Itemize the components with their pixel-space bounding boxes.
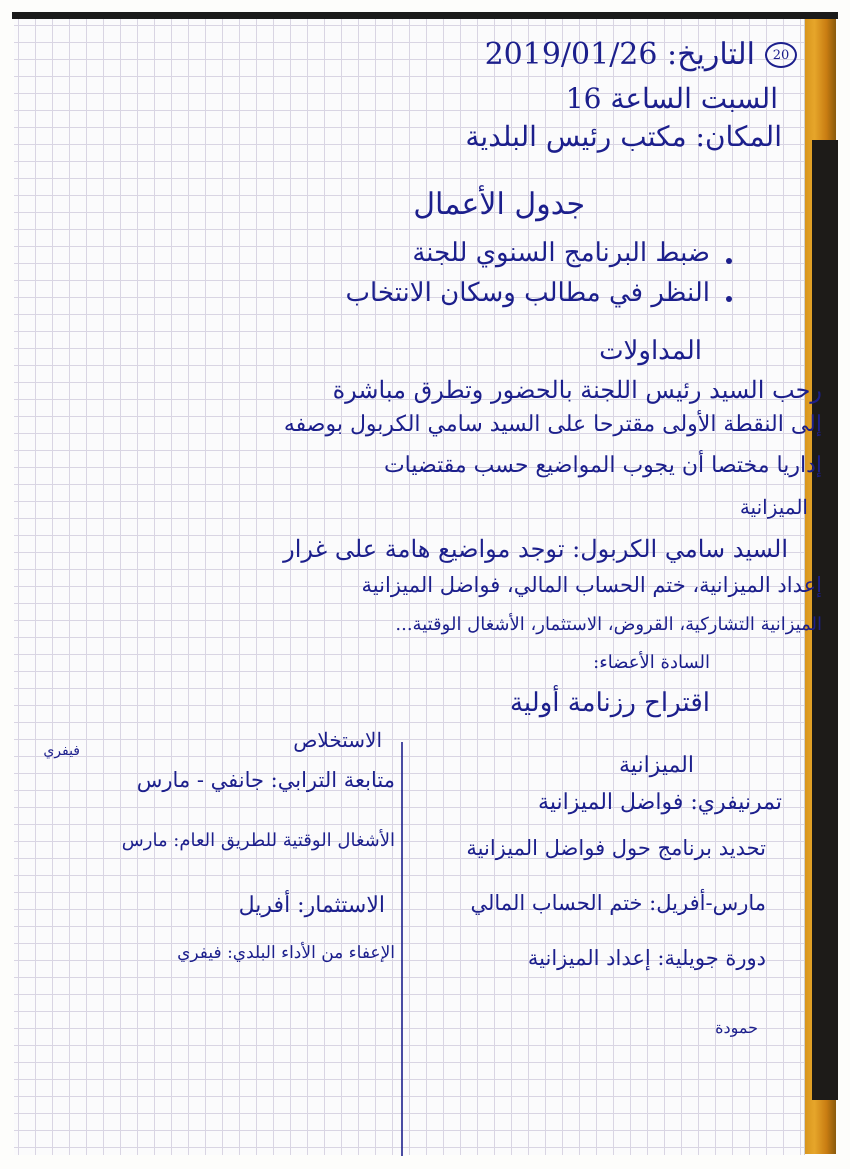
deliberation-line-5: السيد سامي الكربول: توجد مواضيع هامة على غرار <box>283 535 788 563</box>
deliberation-line-3: إداريا مختصا أن يجوب المواضيع حسب مقتضيات <box>383 453 822 478</box>
signature: حمودة <box>715 1018 758 1037</box>
agenda-item-1: ضبط البرنامج السنوي للجنة <box>412 238 710 268</box>
collection-line-1: متابعة الترابي: جانفي - مارس <box>136 768 395 792</box>
collection-title: الاستخلاص <box>293 728 382 752</box>
date-line: التاريخ: 2019/01/26 <box>484 37 755 72</box>
budget-line-3: مارس-أفريل: ختم الحساب المالي <box>470 891 766 915</box>
deliberation-line-7: الميزانية التشاركية، القروض، الاستثمار، الأشغال الوقتية... <box>395 614 822 635</box>
agenda-title: جدول الأعمال <box>413 187 585 222</box>
day-time-line: السبت الساعة 16 <box>565 82 778 115</box>
collection-line-3: الأشغال الوقتية للطريق العام: مارس <box>121 830 395 851</box>
collection-line-2: فيفري <box>43 743 80 759</box>
column-divider <box>401 742 403 1156</box>
agenda-bullet-1 <box>726 258 732 264</box>
budget-line-1: تمرنيفري: فواضل الميزانية <box>538 790 782 815</box>
deliberation-line-8: السادة الأعضاء: <box>593 652 710 673</box>
deliberation-line-2: إلى النقطة الأولى مقترحا على السيد سامي الكربول بوصفه <box>283 412 822 437</box>
deliberation-line-4: الميزانية <box>739 495 808 519</box>
scan-top-edge <box>12 12 838 19</box>
budget-line-4: دورة جويلية: إعداد الميزانية <box>527 946 766 970</box>
deliberations-title: المداولات <box>599 336 702 366</box>
deliberation-line-6: إعداد الميزانية، ختم الحساب المالي، فواضل الميزانية <box>361 573 822 597</box>
budget-title: الميزانية <box>619 753 694 778</box>
page-number: 20 <box>765 42 797 68</box>
agenda-item-2: النظر في مطالب وسكان الانتخاب <box>345 278 710 308</box>
agenda-bullet-2 <box>726 296 732 302</box>
collection-line-4: الاستثمار: أفريل <box>238 893 385 918</box>
place-line: المكان: مكتب رئيس البلدية <box>465 120 782 153</box>
deliberation-line-1: رحب السيد رئيس اللجنة بالحضور وتطرق مباشرة <box>332 376 822 404</box>
deliberation-line-9: اقتراح رزنامة أولية <box>509 688 710 718</box>
budget-line-2: تحديد برنامج حول فواضل الميزانية <box>466 836 766 860</box>
collection-line-5: الإعفاء من الأداء البلدي: فيفري <box>177 943 395 963</box>
